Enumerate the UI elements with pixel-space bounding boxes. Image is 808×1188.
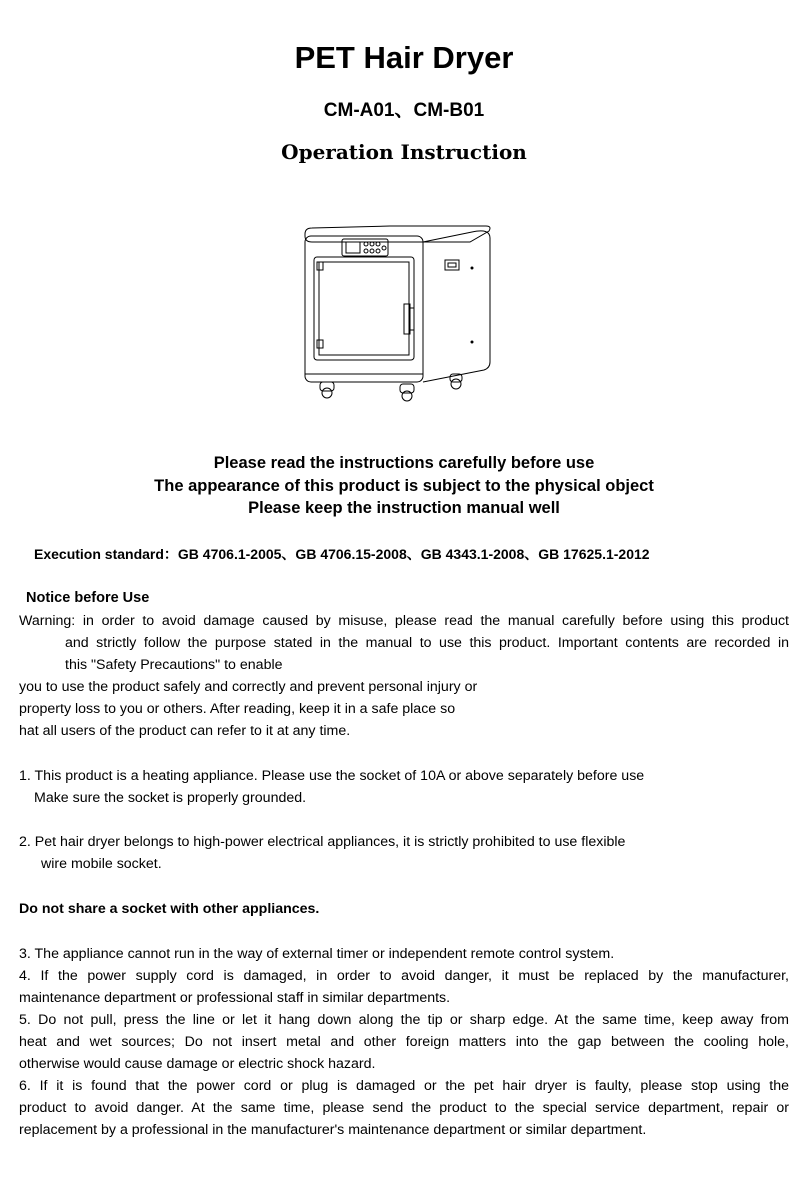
item-3: 3. The appliance cannot run in the way of external timer or independent remote control system. [19,946,615,962]
item-line: 1. This product is a heating appliance. Please use the socket of 10A or above separately before use [19,768,645,784]
item-line: 2. Pet hair dryer belongs to high-power electrical appliances, it is strictly prohibited to use flexible [19,834,626,850]
document-title: PET Hair Dryer [294,40,514,75]
item-5-line: otherwise would cause damage or electric shock hazard. [19,1056,376,1072]
socket-warning: Do not share a socket with other appliances. [19,901,320,917]
item-6-line: 6. If it is found that the power cord or plug is damaged or the pet hair dryer is faulty, please stop using the [19,1078,789,1094]
execution-standard: Execution standard：GB 4706.1-2005、GB 4706.15-2008、GB 4343.1-2008、GB 17625.1-2012 [34,546,650,562]
item-line: Make sure the socket is properly grounded. [34,790,307,806]
warning-line: property loss to you or others. After reading, keep it in a safe place so [19,701,456,717]
document-subtitle: Operation Instruction [281,140,527,164]
pet-dryer-product-image [300,222,500,404]
warning-line: you to use the product safely and correctly and prevent personal injury or [19,679,478,695]
model-numbers: CM-A01、CM-B01 [323,100,485,121]
item-6-line: product to avoid danger. At the same time, please send the product to the special service department, repair or [19,1100,789,1116]
item-5-line: 5. Do not pull, press the line or let it hang down along the tip or sharp edge. At the same time, keep away from [19,1012,789,1028]
warning-line: and strictly follow the purpose stated in the manual to use this product. Important contents are recorded in [65,635,789,651]
warning-line: hat all users of the product can refer to it at any time. [19,723,351,739]
item-1 [19,765,789,809]
warning-paragraph [19,610,789,742]
items-3-to-6 [19,943,789,1141]
note-appearance: The appearance of this product is subject to the physical object [154,476,654,495]
note-keep-manual: Please keep the instruction manual well [248,499,560,517]
item-6-line: replacement by a professional in the manufacturer's maintenance department or similar department. [19,1122,647,1138]
note-read-instructions: Please read the instructions carefully before use [213,454,595,472]
item-5-line: heat and wet sources; Do not insert metal and other foreign matters into the gap between the cooling hole, [19,1034,789,1050]
item-line: wire mobile socket. [41,856,162,872]
warning-line: this "Safety Precautions" to enable [65,657,283,673]
warning-line: Warning: in order to avoid damage caused by misuse, please read the manual carefully before using this product [19,613,789,629]
notice-heading: Notice before Use [26,590,150,606]
notes-block [0,452,808,520]
item-4-line: 4. If the power supply cord is damaged, in order to avoid danger, it must be replaced by the manufacturer, [19,968,789,984]
item-4-line: maintenance department or professional staff in similar departments. [19,990,451,1006]
item-2 [19,831,789,875]
